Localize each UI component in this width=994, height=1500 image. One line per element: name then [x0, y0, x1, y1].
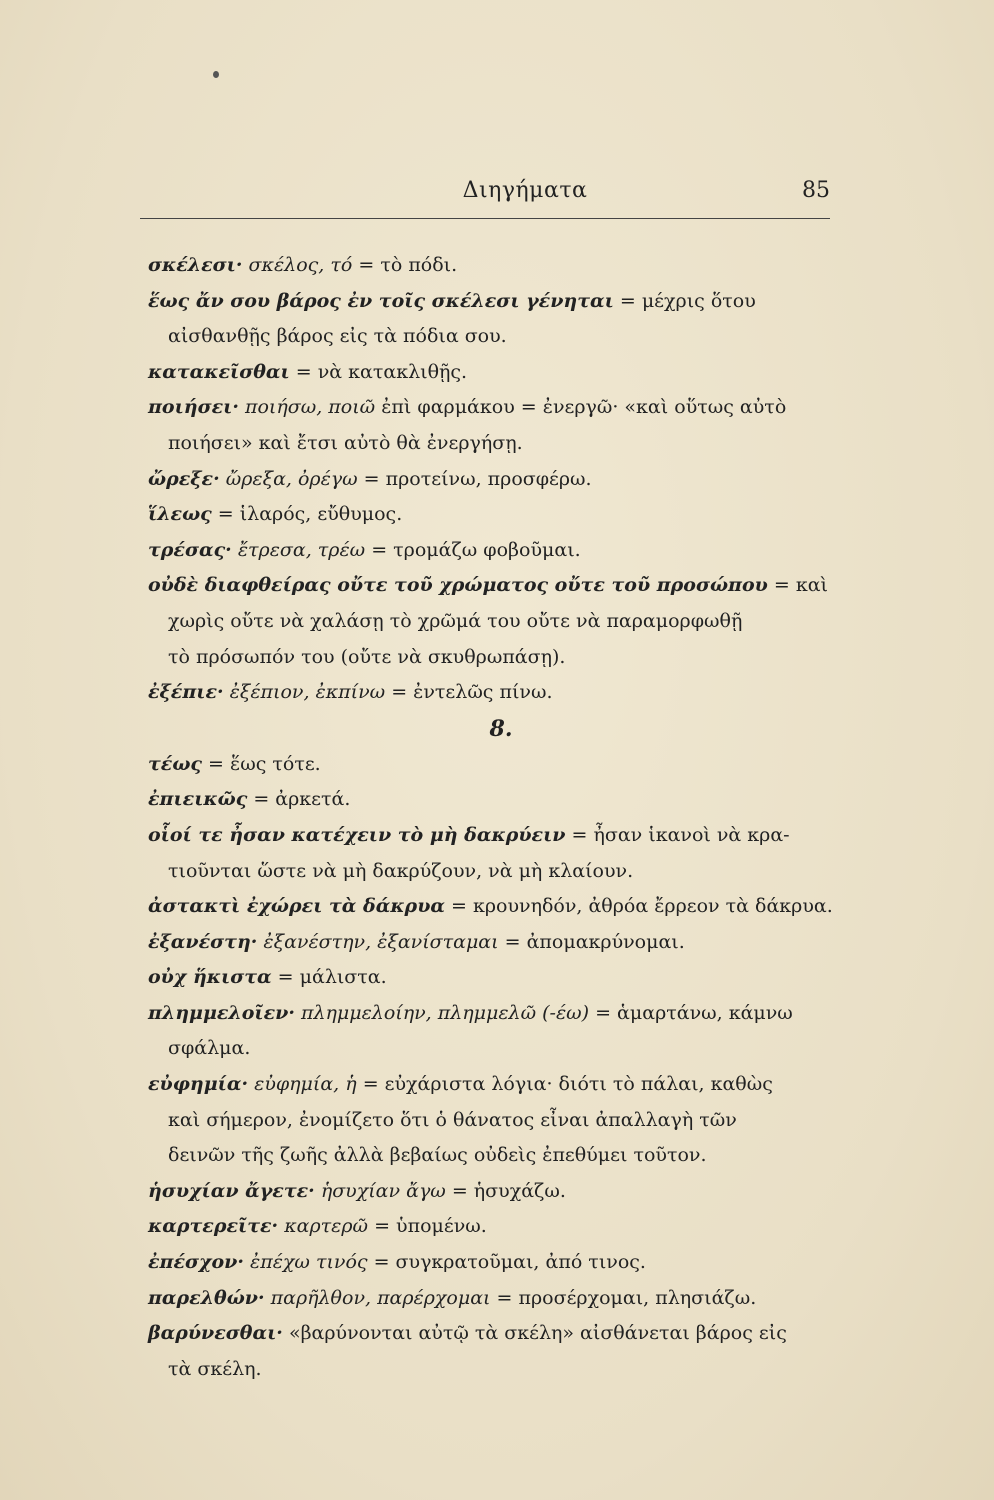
entry-headword: οὐδὲ διαφθείρας οὔτε τοῦ χρώματος οὔτε τοῦ προσώπου [148, 574, 768, 597]
entry-lemma: σκέλος, τό [242, 254, 353, 276]
entry-headword: κατακεῖσθαι [148, 360, 290, 383]
entry-lemma: παρῆλθον, παρέρχομαι [264, 1286, 491, 1309]
glossary-entry [148, 568, 834, 675]
entry-headword: ἡσυχίαν ἄγετε· [148, 1179, 315, 1202]
entry-definition: = τρομάζω φοβοῦμαι. [365, 538, 581, 561]
entry-definition: = συγκρατοῦμαι, ἀπό τινος. [367, 1251, 646, 1274]
glossary-entry [148, 497, 834, 533]
entry-definition: = ἁμαρτάνω, κάμνω [589, 1001, 793, 1024]
glossary-entry [148, 284, 834, 355]
entry-headword: ἐπέσχον· [148, 1251, 244, 1274]
entry-definition: ἐπὶ φαρμάκου = ἐνεργῶ· «καὶ οὕτως αὐτὸ [375, 396, 787, 419]
entry-headword: ποιήσει· [148, 396, 239, 419]
entry-lemma: πλημμελοίην, πλημμελῶ (-έω) [294, 1001, 590, 1024]
entry-lemma: ἔτρεσα, τρέω [231, 538, 366, 561]
glossary-entry [148, 1245, 834, 1281]
entry-lemma: καρτερῶ [278, 1215, 369, 1238]
entry-headword: βαρύνεσθαι· [148, 1322, 283, 1345]
entry-headword: ἀστακτὶ ἐχώρει τὰ δάκρυα [148, 895, 445, 918]
entry-continuation: τὸ πρόσωπόν του (οὔτε νὰ σκυθρωπάσῃ). [168, 645, 566, 668]
entry-continuation: καὶ σήμερον, ἐνομίζετο ὅτι ὁ θάνατος εἶναι ἀπαλλαγὴ τῶν [168, 1108, 737, 1131]
entry-lemma: ἐξέπιον, ἐκπίνω [223, 681, 386, 704]
entry-headword: ἐξέπιε· [148, 681, 224, 704]
entry-definition: = ἀπομακρύνομαι. [498, 930, 685, 953]
glossary-entry [148, 925, 834, 961]
entry-continuation: σφάλμα. [168, 1037, 251, 1060]
entry-definition: = προτείνω, προσφέρω. [357, 467, 592, 490]
glossary-entry [148, 1067, 834, 1174]
page-number: 85 [802, 178, 830, 203]
entry-lemma: ἡσυχίαν ἄγω [314, 1179, 446, 1202]
glossary-entry [148, 1209, 834, 1245]
entry-definition: = ἦσαν ἱκανοὶ νὰ κρα- [565, 823, 790, 846]
entry-definition: = κρουνηδόν, ἀθρόα ἔρρεον τὰ δάκρυα. [445, 895, 833, 918]
page-header [140, 178, 830, 219]
glossary-entry [148, 675, 834, 711]
glossary-group-b [148, 747, 834, 1388]
entry-continuation: τιοῦνται ὥστε νὰ μὴ δακρύζουν, νὰ μὴ κλαίουν. [168, 859, 634, 882]
entry-headword: οὐχ ἥκιστα [148, 966, 272, 989]
entry-definition: = μάλιστα. [271, 966, 387, 989]
entry-definition: = ἕως τότε. [202, 752, 321, 775]
entry-definition: = εὐχάριστα λόγια· διότι τὸ πάλαι, καθὼς [356, 1073, 773, 1096]
entry-continuation: χωρὶς οὔτε νὰ χαλάσῃ τὸ χρῶμά του οὔτε νὰ παραμορφωθῇ [168, 609, 743, 632]
glossary-entry [148, 533, 834, 569]
entry-definition: = ἀρκετά. [247, 788, 351, 811]
glossary-entry [148, 960, 834, 996]
glossary-entry [148, 462, 834, 498]
entry-definition: «βαρύνονται αὐτῷ τὰ σκέλη» αἰσθάνεται βάρος εἰς [282, 1322, 787, 1345]
glossary-entry [148, 889, 834, 925]
glossary-entry [148, 248, 834, 284]
ink-speck [213, 71, 219, 78]
section-number: 8. [489, 715, 513, 742]
entry-headword: ἐπιεικῶς [148, 788, 248, 811]
glossary-entry [148, 1281, 834, 1317]
entry-definition: = μέχρις ὅτου [613, 289, 756, 312]
entry-headword: τέως [148, 752, 202, 775]
entry-definition: = τὸ πόδι. [352, 254, 458, 276]
glossary-entry [148, 782, 834, 818]
glossary-entry [148, 1174, 834, 1210]
entry-lemma: ἐξανέστην, ἐξανίσταμαι [257, 930, 499, 953]
entry-headword: ἐξανέστη· [148, 930, 258, 953]
entry-headword: πλημμελοῖεν· [148, 1001, 295, 1024]
entry-definition: = ἐντελῶς πίνω. [385, 681, 553, 704]
entry-continuation: τὰ σκέλη. [168, 1357, 262, 1380]
running-head: Διηγήματα [462, 178, 588, 203]
entry-headword: ἵλεως [148, 503, 212, 526]
entry-definition: = ἱλαρός, εὔθυμος. [211, 503, 403, 526]
entry-definition: = ἡσυχάζω. [445, 1179, 566, 1202]
entry-definition: = καὶ [767, 574, 828, 597]
entry-headword: τρέσας· [148, 538, 232, 561]
glossary-group-a [148, 248, 834, 711]
entry-headword: παρελθών· [148, 1286, 265, 1309]
entry-lemma: εὐφημία, ἡ [248, 1073, 357, 1096]
entry-lemma: ὤρεξα, ὀρέγω [219, 467, 358, 490]
entry-continuation: ποιήσει» καὶ ἔτσι αὐτὸ θὰ ἐνεργήσῃ. [168, 431, 523, 454]
entry-continuation: αἰσθανθῇς βάρος εἰς τὰ πόδια σου. [168, 325, 507, 348]
entry-headword: σκέλεσι· [148, 254, 243, 276]
glossary-entry [148, 747, 834, 783]
glossary-content [148, 248, 834, 1387]
entry-lemma: ποιήσω, ποιῶ [238, 396, 376, 419]
glossary-entry [148, 996, 834, 1067]
entry-definition: = νὰ κατακλιθῇς. [289, 360, 468, 383]
entry-headword: καρτερεῖτε· [148, 1215, 279, 1238]
entry-lemma: ἐπέχω τινός [243, 1251, 368, 1274]
glossary-entry [148, 355, 834, 391]
entry-headword: ὤρεξε· [148, 467, 220, 490]
entry-headword: ἕως ἄν σου βάρος ἐν τοῖς σκέλεσι γένηται [148, 289, 614, 312]
entry-headword: εὐφημία· [148, 1073, 249, 1096]
entry-definition: = ὑπομένω. [368, 1215, 487, 1238]
entry-continuation: δεινῶν τῆς ζωῆς ἀλλὰ βεβαίως οὐδεὶς ἐπεθύμει τοῦτον. [168, 1144, 707, 1167]
glossary-entry [148, 1316, 834, 1387]
entry-headword: οἷοί τε ἦσαν κατέχειν τὸ μὴ δακρύειν [148, 823, 566, 846]
entry-definition: = προσέρχομαι, πλησιάζω. [490, 1286, 757, 1309]
glossary-entry [148, 390, 834, 461]
glossary-entry [148, 818, 834, 889]
